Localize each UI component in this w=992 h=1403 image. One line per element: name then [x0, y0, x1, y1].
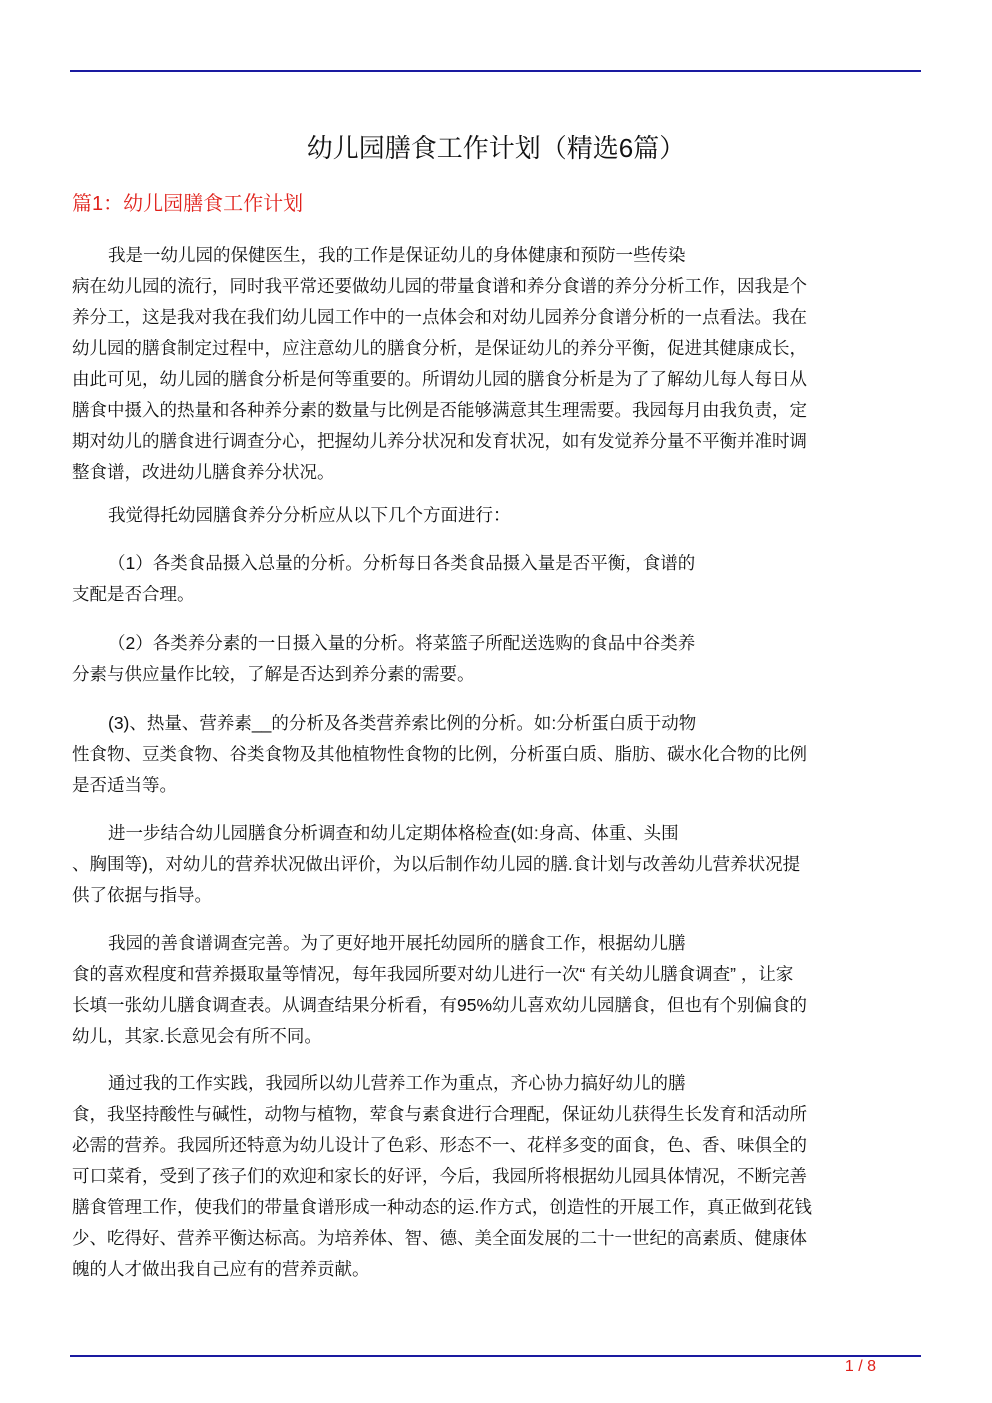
paragraph-line: 魄的人才做出我自己应有的营养贡献。: [72, 1259, 370, 1279]
paragraph: [72, 818, 923, 911]
paragraph-line: 必需的营养。我园所还特意为幼儿设计了色彩、形态不一、花样多变的面食，色、香、味俱全的: [72, 1135, 807, 1155]
paragraph: [72, 548, 923, 610]
paragraph-line: 我觉得托幼园膳食养分分析应从以下几个方面进行：: [108, 505, 511, 525]
paragraph: [72, 928, 923, 1052]
paragraph-line: （1）各类食品摄入总量的分析。分析每日各类食品摄入量是否平衡，食谱的: [108, 553, 696, 573]
paragraph-line: 长填一张幼儿膳食调查表。从调查结果分析看，有95%幼儿喜欢幼儿园膳食，但也有个别偏食的: [72, 995, 808, 1015]
paragraph: [72, 628, 923, 690]
paragraph-line: 幼儿，其家.长意见会有所不同。: [72, 1026, 322, 1046]
paragraph: [72, 1068, 923, 1285]
page-number: 1 / 8: [844, 1358, 876, 1375]
paragraph-line: 食的喜欢程度和营养摄取量等情况，每年我园所要对幼儿进行一次“ 有关幼儿膳食调查” ，让家: [72, 964, 794, 984]
paragraph-line: 可口菜肴，受到了孩子们的欢迎和家长的好评，今后，我园所将根据幼儿园具体情况，不断完善: [72, 1166, 807, 1186]
paragraph-line: 我园的善食谱调查完善。为了更好地开展托幼园所的膳食工作，根据幼儿膳: [108, 933, 686, 953]
paragraph-line: 支配是否合理。: [72, 584, 195, 604]
paragraph-line: 进一步结合幼儿园膳食分析调查和幼儿定期体格检查(如:身高、体重、头围: [108, 823, 679, 843]
paragraph-line: 幼儿园的膳食制定过程中，应注意幼儿的膳食分析，是保证幼儿的养分平衡，促进其健康成长，: [72, 338, 807, 358]
paragraph: [72, 500, 923, 531]
paragraph-line: 期对幼儿的膳食进行调查分心，把握幼儿养分状况和发育状况，如有发觉养分量不平衡并准时调: [72, 431, 807, 451]
paragraph-line: (3)、热量、营养素__的分析及各类营养索比例的分析。如:分析蛋白质于动物: [108, 713, 697, 733]
paragraph-line: 膳食中摄入的热量和各种养分素的数量与比例是否能够满意其生理需要。我园每月由我负责，定: [72, 400, 807, 420]
section-heading: 篇1：幼儿园膳食工作计划: [72, 193, 304, 215]
footer-divider: [70, 1355, 921, 1357]
paragraph-line: 食，我坚持酸性与碱性，动物与植物，荤食与素食进行合理配，保证幼儿获得生长发育和活动所: [72, 1104, 807, 1124]
paragraph-line: 膳食管理工作，使我们的带量食谱形成一种动态的运.作方式，创造性的开展工作，真正做到花钱: [72, 1197, 812, 1217]
paragraph-line: 通过我的工作实践，我园所以幼儿营养工作为重点，齐心协力搞好幼儿的膳: [108, 1073, 686, 1093]
paragraph-line: 养分工，这是我对我在我们幼儿园工作中的一点体会和对幼儿园养分食谱分析的一点看法。我在: [72, 307, 807, 327]
paragraph-line: 是否适当等。: [72, 775, 177, 795]
paragraph-line: 供了依据与指导。: [72, 885, 212, 905]
paragraph-line: 性食物、豆类食物、谷类食物及其他植物性食物的比例，分析蛋白质、脂肪、碳水化合物的比例: [72, 744, 807, 764]
paragraph-line: 、胸围等)，对幼儿的营养状况做出评价，为以后制作幼儿园的膳.食计划与改善幼儿营养状况提: [72, 854, 801, 874]
header-divider: [70, 70, 921, 72]
paragraph: [72, 708, 923, 801]
paragraph-line: 整食谱，改进幼儿膳食养分状况。: [72, 462, 335, 482]
paragraph-line: 我是一幼儿园的保健医生，我的工作是保证幼儿的身体健康和预防一些传染: [108, 245, 686, 265]
paragraph-line: 分素与供应量作比较，了解是否达到养分素的需要。: [72, 664, 475, 684]
document-title: 幼儿园膳食工作计划（精选6篇）: [306, 133, 686, 163]
paragraph-line: 由此可见，幼儿园的膳食分析是何等重要的。所谓幼儿园的膳食分析是为了了解幼儿每人每日从: [72, 369, 807, 389]
paragraph: [72, 240, 923, 488]
paragraph-line: 少、吃得好、营养平衡达标高。为培养体、智、德、美全面发展的二十一世纪的高素质、健康体: [72, 1228, 807, 1248]
paragraph-line: 病在幼儿园的流行，同时我平常还要做幼儿园的带量食谱和养分食谱的养分分析工作，因我是个: [72, 276, 807, 296]
paragraph-line: （2）各类养分素的一日摄入量的分析。将菜篮子所配送选购的食品中谷类养: [108, 633, 696, 653]
